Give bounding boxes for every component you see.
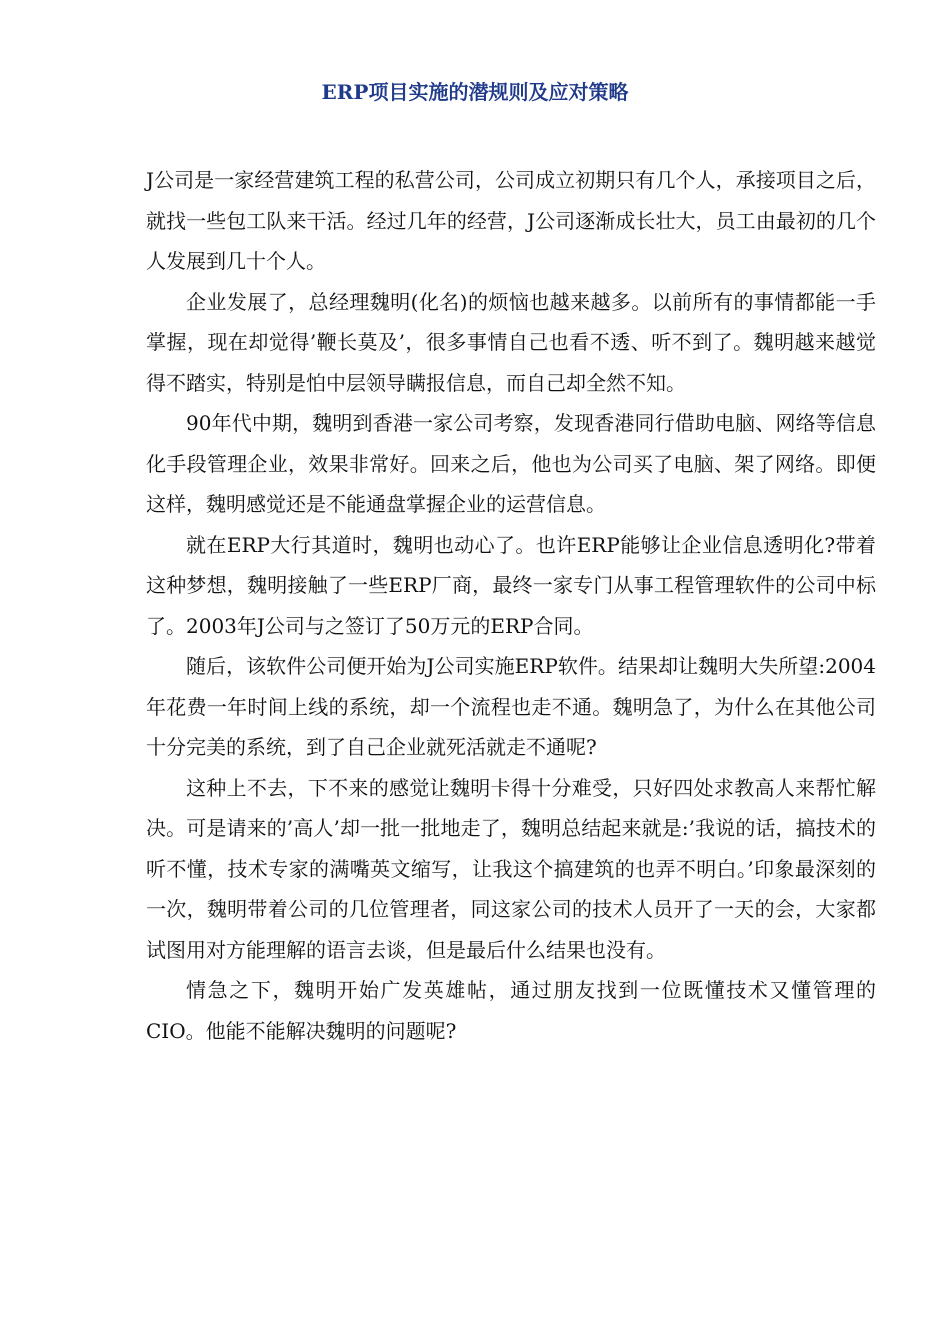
paragraph-1: J公司是一家经营建筑工程的私营公司，公司成立初期只有几个人，承接项目之后，就找一些包工队来干活。经过几年的经营，J公司逐渐成长壮大，员工由最初的几个人发展到几十个人。 xyxy=(146,168,876,273)
paragraph-5: 随后，该软件公司便开始为J公司实施ERP软件。结果却让魏明大失所望:2004年花费一年时间上线的系统，却一个流程也走不通。魏明急了，为什么在其他公司十分完美的系统，到了自己企业就死活就走不通呢? xyxy=(146,654,876,759)
paragraph-4: 就在ERP大行其道时，魏明也动心了。也许ERP能够让企业信息透明化?带着这种梦想，魏明接触了一些ERP厂商，最终一家专门从事工程管理软件的公司中标了。2003年J公司与之签订了50万元的ERP合同。 xyxy=(146,532,876,638)
document-title: ERP项目实施的潜规则及应对策略 xyxy=(321,80,629,104)
paragraph-6: 这种上不去，下不来的感觉让魏明卡得十分难受，只好四处求教高人来帮忙解决。可是请来的’高人’却一批一批地走了，魏明总结起来就是:’我说的话，搞技术的听不懂，技术专家的满嘴英文缩写，让我这个搞建筑的也弄不明白。’印象最深刻的一次，魏明带着公司的几位管理者，同这家公司的技术人员开了一天的会，大家都试图用对方能理解的语言去谈，但是最后什么结果也没有。 xyxy=(146,775,876,962)
paragraph-3: 90年代中期，魏明到香港一家公司考察，发现香港同行借助电脑、网络等信息化手段管理企业，效果非常好。回来之后，他也为公司买了电脑、架了网络。即便这样，魏明感觉还是不能通盘掌握企业的运营信息。 xyxy=(146,411,876,516)
paragraph-7: 情急之下，魏明开始广发英雄帖，通过朋友找到一位既懂技术又懂管理的CIO。他能不能解决魏明的问题呢? xyxy=(146,978,876,1043)
document-body xyxy=(146,160,876,1051)
paragraph-2: 企业发展了，总经理魏明(化名)的烦恼也越来越多。以前所有的事情都能一手掌握，现在却觉得’鞭长莫及’，很多事情自己也看不透、听不到了。魏明越来越觉得不踏实，特别是怕中层领导瞒报信息，而自己却全然不知。 xyxy=(146,289,876,395)
